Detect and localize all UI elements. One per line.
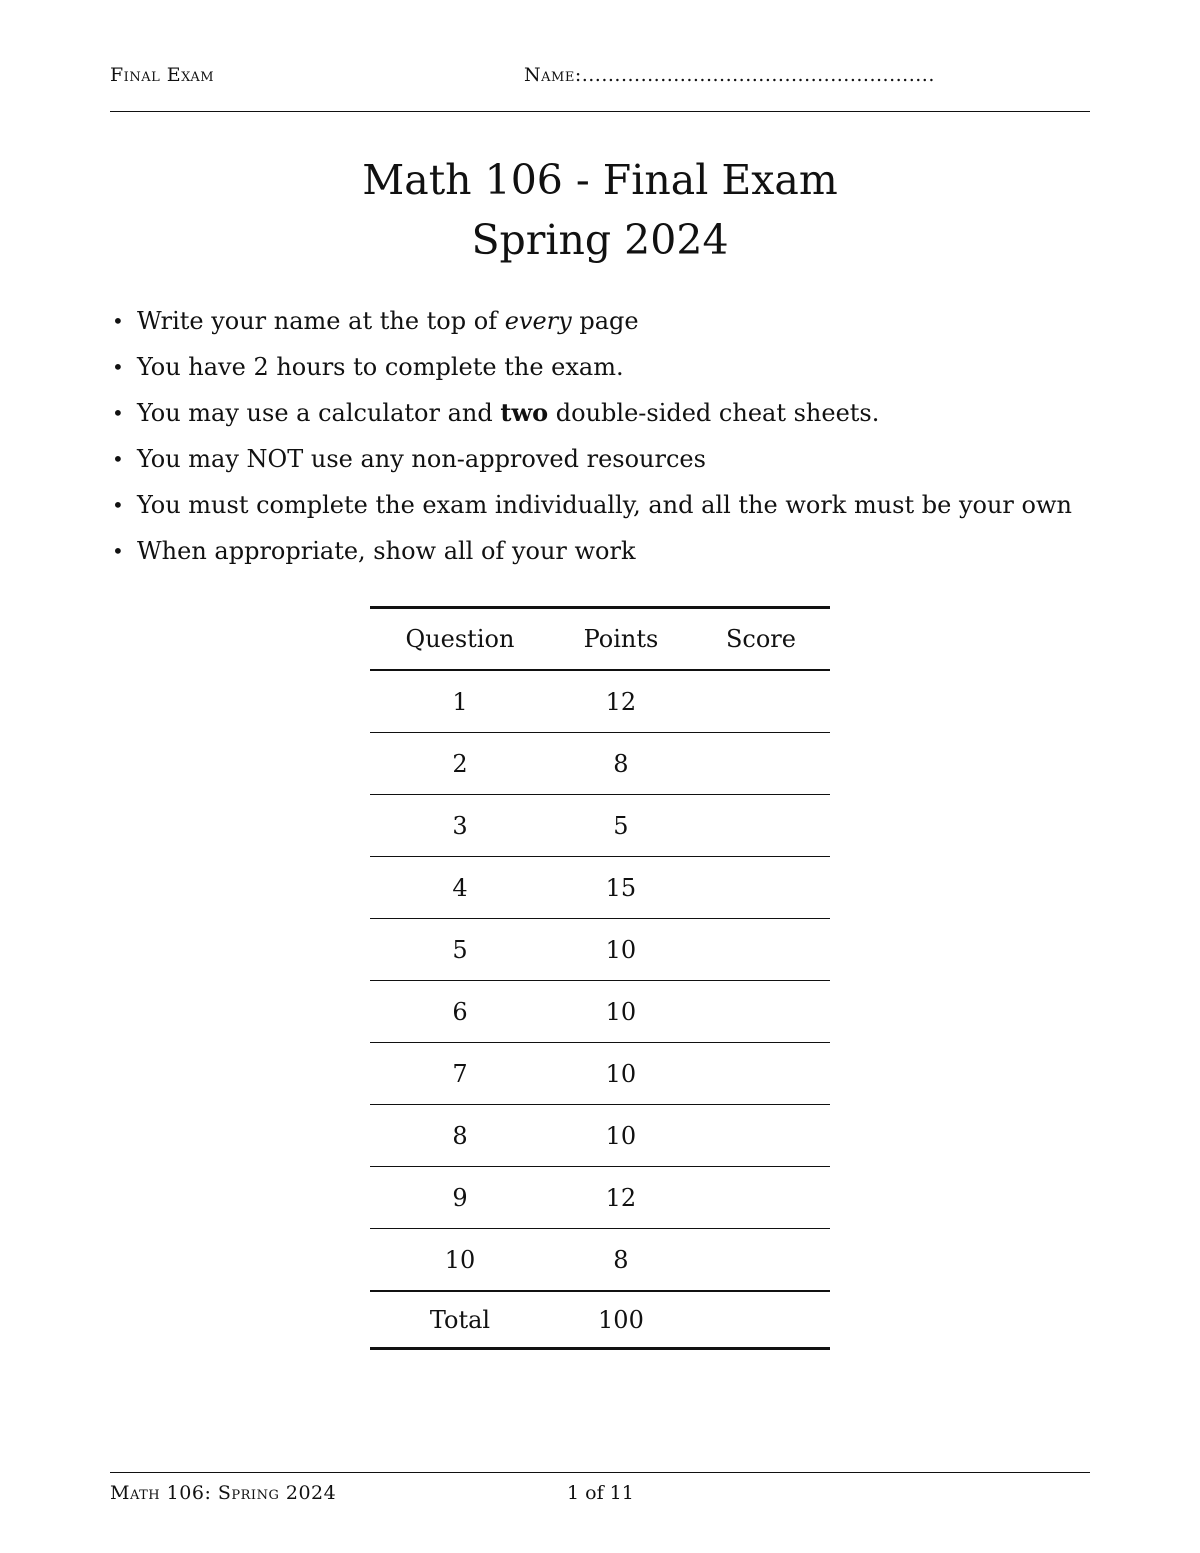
title-course: Math 106 - Final Exam (362, 156, 838, 204)
instruction-text: You have 2 hours to complete the exam. (137, 353, 624, 381)
footer-divider (110, 1472, 1090, 1473)
instruction-text: double-sided cheat sheets. (548, 399, 880, 427)
table-row (370, 1229, 830, 1292)
question-cell: 1 (370, 670, 550, 733)
instruction-emphasis: two (500, 398, 549, 427)
instruction-text: When appropriate, show all of your work (137, 537, 636, 565)
table-header-row (370, 608, 830, 671)
table-row (370, 1043, 830, 1105)
score-cell (692, 733, 830, 795)
page-header (110, 64, 1090, 94)
header-score: Score (692, 608, 830, 671)
header-points: Points (550, 608, 692, 671)
instruction-item (110, 436, 1100, 482)
name-dots: ...................................................... (581, 64, 935, 86)
total-label: Total (370, 1291, 550, 1349)
question-cell: 9 (370, 1167, 550, 1229)
bullet-icon: • (112, 401, 124, 425)
instruction-text: Write your name at the top of (137, 307, 505, 335)
score-cell (692, 919, 830, 981)
points-cell: 10 (550, 919, 692, 981)
score-cell (692, 795, 830, 857)
points-cell: 12 (550, 1167, 692, 1229)
score-table (370, 606, 830, 1350)
points-cell: 10 (550, 981, 692, 1043)
instruction-text: You may NOT use any non-approved resources (137, 445, 706, 473)
instruction-item (110, 390, 1100, 436)
page-number: 1 of 11 (567, 1482, 634, 1504)
points-cell: 10 (550, 1105, 692, 1167)
bullet-icon: • (112, 539, 124, 563)
title-term: Spring 2024 (471, 216, 729, 264)
question-cell: 7 (370, 1043, 550, 1105)
instruction-text: You may use a calculator and (137, 399, 501, 427)
instruction-emphasis: every (504, 307, 572, 335)
table-row (370, 919, 830, 981)
total-score (692, 1291, 830, 1349)
score-cell (692, 1229, 830, 1292)
question-cell: 2 (370, 733, 550, 795)
points-cell: 12 (550, 670, 692, 733)
bullet-icon: • (112, 493, 124, 517)
instruction-item (110, 482, 1100, 528)
points-cell: 5 (550, 795, 692, 857)
instruction-item (110, 344, 1100, 390)
score-cell (692, 857, 830, 919)
points-cell: 10 (550, 1043, 692, 1105)
table-row (370, 981, 830, 1043)
score-cell (692, 1043, 830, 1105)
score-cell (692, 1167, 830, 1229)
question-cell: 3 (370, 795, 550, 857)
points-cell: 8 (550, 1229, 692, 1292)
question-cell: 6 (370, 981, 550, 1043)
score-cell (692, 670, 830, 733)
instructions-list (110, 298, 1100, 574)
bullet-icon: • (112, 447, 124, 471)
bullet-icon: • (112, 309, 124, 333)
total-points: 100 (550, 1291, 692, 1349)
instruction-text: page (571, 307, 639, 335)
header-exam-label: Final Exam (110, 64, 215, 86)
question-cell: 5 (370, 919, 550, 981)
header-divider (110, 111, 1090, 112)
table-row (370, 857, 830, 919)
bullet-icon: • (112, 355, 124, 379)
instruction-text: You must complete the exam individually, and all the work must be your own (137, 491, 1072, 519)
table-row (370, 1105, 830, 1167)
question-cell: 10 (370, 1229, 550, 1292)
score-cell (692, 1105, 830, 1167)
table-row (370, 733, 830, 795)
total-row (370, 1291, 830, 1349)
question-cell: 8 (370, 1105, 550, 1167)
footer-course: Math 106: Spring 2024 (110, 1482, 337, 1504)
instruction-item (110, 298, 1100, 344)
score-cell (692, 981, 830, 1043)
table-row (370, 795, 830, 857)
page-title (0, 150, 1200, 270)
table-row (370, 670, 830, 733)
points-cell: 8 (550, 733, 692, 795)
instruction-item (110, 528, 1100, 574)
question-cell: 4 (370, 857, 550, 919)
points-cell: 15 (550, 857, 692, 919)
header-question: Question (370, 608, 550, 671)
name-label: Name: (524, 64, 582, 86)
header-name-field (524, 64, 935, 86)
table-row (370, 1167, 830, 1229)
